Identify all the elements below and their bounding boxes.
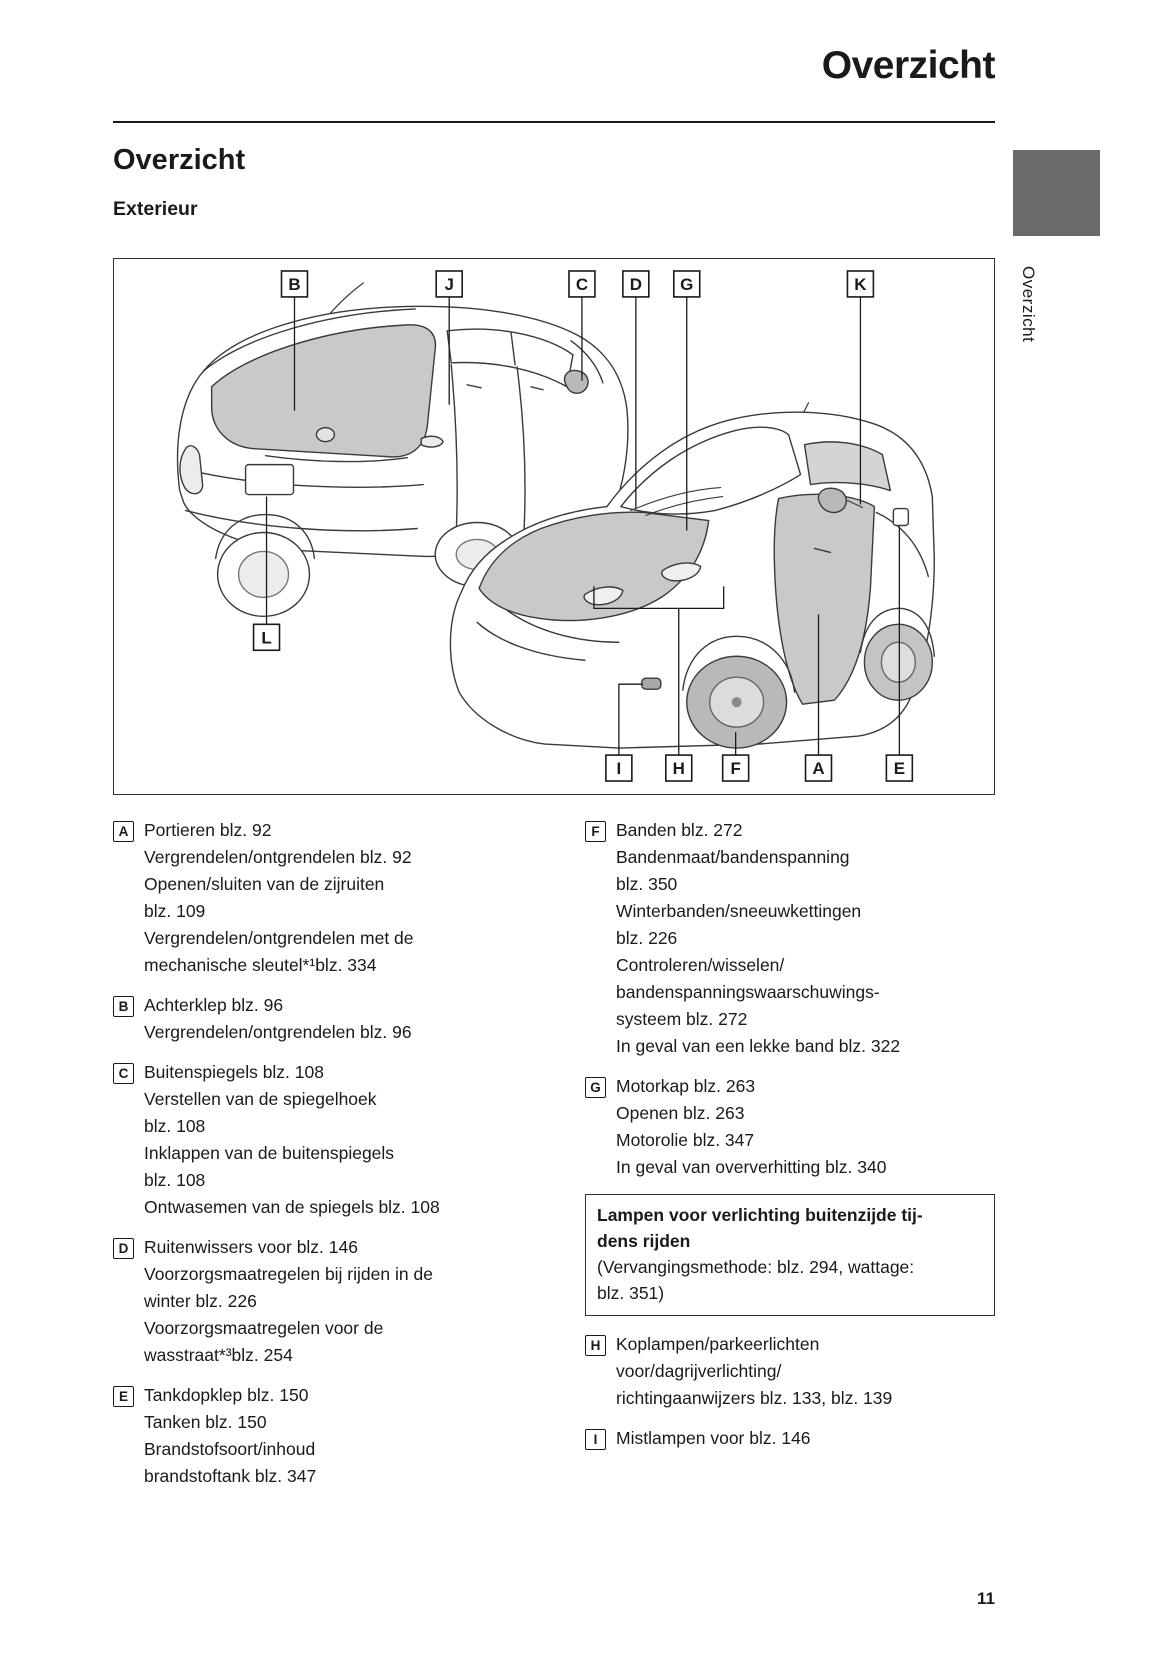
fuel-filler-flap: [893, 509, 908, 526]
callout-K: [847, 271, 873, 297]
legend-line: Portieren blz. 92: [144, 820, 272, 840]
legend-line: Controleren/wisselen/: [616, 955, 785, 975]
callout-J: [436, 271, 462, 297]
legend-line: voor/dagrijverlichting/: [616, 1361, 782, 1381]
legend-line: Ontwasemen van de spiegels blz. 108: [144, 1197, 440, 1217]
svg-text:K: K: [854, 274, 867, 294]
svg-text:E: E: [893, 759, 906, 779]
subsection-title: Exterieur: [113, 198, 198, 220]
callout-I: [606, 755, 632, 781]
svg-text:L: L: [261, 628, 272, 648]
legend-line: blz. 226: [616, 928, 678, 948]
section-title: Overzicht: [113, 144, 246, 176]
callout-F: [723, 755, 749, 781]
legend-item-koplampen: [585, 1331, 995, 1412]
legend-line: winter blz. 226: [144, 1291, 257, 1311]
exterior-lights-note-box: [585, 1194, 995, 1316]
legend-entries: [616, 1073, 886, 1181]
svg-text:A: A: [812, 759, 825, 779]
legend-line: Koplampen/parkeerlichten: [616, 1334, 820, 1354]
note-body-line: blz. 351): [597, 1283, 665, 1303]
callout-A: [806, 755, 832, 781]
legend-line: bandenspanningswaarschuwings-: [616, 982, 880, 1002]
exterior-diagram-svg: [114, 259, 994, 794]
tail-light-right: [421, 436, 443, 447]
legend-line: Verstellen van de spiegelhoek: [144, 1089, 377, 1109]
legend-line: Motorolie blz. 347: [616, 1130, 755, 1150]
svg-text:F: F: [730, 759, 741, 779]
legend-item-mistlampen: [585, 1425, 995, 1452]
rear-wheel-rim: [239, 551, 289, 597]
legend-column-left: [113, 817, 585, 1503]
legend-entries: [144, 817, 414, 979]
legend-line: Voorzorgsmaatregelen voor de: [144, 1318, 384, 1338]
legend-key-C: C: [113, 1063, 134, 1084]
svg-text:D: D: [629, 274, 642, 294]
legend-line: Tanken blz. 150: [144, 1412, 267, 1432]
rear-car-mirror: [565, 370, 588, 393]
legend-line: blz. 350: [616, 874, 678, 894]
legend-line: Vergrendelen/ontgrendelen met de: [144, 928, 414, 948]
legend-line: systeem blz. 272: [616, 1009, 748, 1029]
chapter-tab-vertical-label: Overzicht: [1019, 266, 1038, 343]
legend: [113, 817, 995, 1503]
legend-item-motorkap: [585, 1073, 995, 1181]
callout-C: [569, 271, 595, 297]
legend-line: Buitenspiegels blz. 108: [144, 1062, 324, 1082]
legend-line: Achterklep blz. 96: [144, 995, 284, 1015]
legend-key-B: B: [113, 996, 134, 1017]
legend-key-A: A: [113, 821, 134, 842]
svg-text:I: I: [616, 759, 622, 779]
chapter-title: Overzicht: [821, 44, 995, 87]
callout-B: [282, 271, 308, 297]
legend-line: brandstoftank blz. 347: [144, 1466, 317, 1486]
callout-D: [623, 271, 649, 297]
legend-line: Inklappen van de buitenspiegels: [144, 1143, 395, 1163]
legend-line: Tankdopklep blz. 150: [144, 1385, 309, 1405]
chapter-tab: [1013, 150, 1100, 236]
svg-text:G: G: [680, 274, 694, 294]
legend-line: Mistlampen voor blz. 146: [616, 1428, 811, 1448]
legend-key-H: H: [585, 1335, 606, 1356]
legend-item-buitenspiegels: [113, 1059, 585, 1221]
svg-text:C: C: [575, 274, 589, 294]
legend-column-right: [585, 817, 995, 1503]
legend-entries: [616, 817, 900, 1060]
legend-line: Winterbanden/sneeuwkettingen: [616, 901, 862, 921]
header-rule: [113, 121, 995, 123]
legend-item-tankdopklep: [113, 1382, 585, 1490]
legend-entries: [144, 992, 412, 1046]
legend-entries: [144, 1234, 433, 1369]
front-wheel-hub: [732, 697, 742, 707]
legend-item-portieren: [113, 817, 585, 979]
legend-key-D: D: [113, 1238, 134, 1259]
legend-line: Vergrendelen/ontgrendelen blz. 96: [144, 1022, 412, 1042]
legend-line: Openen blz. 263: [616, 1103, 745, 1123]
legend-item-achterklep: [113, 992, 585, 1046]
legend-key-F: F: [585, 821, 606, 842]
legend-line: Banden blz. 272: [616, 820, 743, 840]
legend-item-banden: [585, 817, 995, 1060]
page-content: [113, 0, 995, 1503]
legend-line: blz. 108: [144, 1170, 206, 1190]
rear-emblem: [316, 428, 334, 442]
legend-line: In geval van oververhitting blz. 340: [616, 1157, 887, 1177]
license-plate-recess: [246, 465, 294, 495]
legend-line: Vergrendelen/ontgrendelen blz. 92: [144, 847, 412, 867]
callout-H: [666, 755, 692, 781]
legend-line: Motorkap blz. 263: [616, 1076, 756, 1096]
legend-key-E: E: [113, 1386, 134, 1407]
exterior-diagram: [113, 258, 995, 795]
svg-text:H: H: [672, 759, 685, 779]
legend-key-I: I: [585, 1429, 606, 1450]
note-title-line: Lampen voor verlichting buitenzijde tij-: [597, 1205, 923, 1225]
legend-key-G: G: [585, 1077, 606, 1098]
legend-line: Voorzorgsmaatregelen bij rijden in de: [144, 1264, 433, 1284]
svg-text:B: B: [288, 274, 301, 294]
svg-text:J: J: [444, 274, 454, 294]
legend-line: Ruitenwissers voor blz. 146: [144, 1237, 358, 1257]
legend-line: Brandstofsoort/inhoud: [144, 1439, 316, 1459]
legend-line: wasstraat*³blz. 254: [144, 1345, 293, 1365]
legend-line: richtingaanwijzers blz. 133, blz. 139: [616, 1388, 893, 1408]
callout-G: [674, 271, 700, 297]
note-title-line: dens rijden: [597, 1231, 691, 1251]
page-number: 11: [977, 1589, 995, 1608]
legend-entries: [144, 1059, 440, 1221]
legend-line: Openen/sluiten van de zijruiten: [144, 874, 385, 894]
legend-entries: [144, 1382, 316, 1490]
rear-wheel-rim-2: [881, 642, 915, 682]
fog-lamp: [642, 678, 661, 689]
callout-L: [254, 624, 280, 650]
note-body-line: (Vervangingsmethode: blz. 294, wattage:: [597, 1257, 915, 1277]
legend-item-ruitenwissers: [113, 1234, 585, 1369]
legend-entries: [616, 1425, 811, 1452]
legend-line: blz. 108: [144, 1116, 206, 1136]
legend-entries: [616, 1331, 892, 1412]
legend-line: blz. 109: [144, 901, 206, 921]
callout-E: [886, 755, 912, 781]
legend-line: mechanische sleutel*¹blz. 334: [144, 955, 377, 975]
legend-line: Bandenmaat/bandenspanning: [616, 847, 850, 867]
legend-line: In geval van een lekke band blz. 322: [616, 1036, 901, 1056]
